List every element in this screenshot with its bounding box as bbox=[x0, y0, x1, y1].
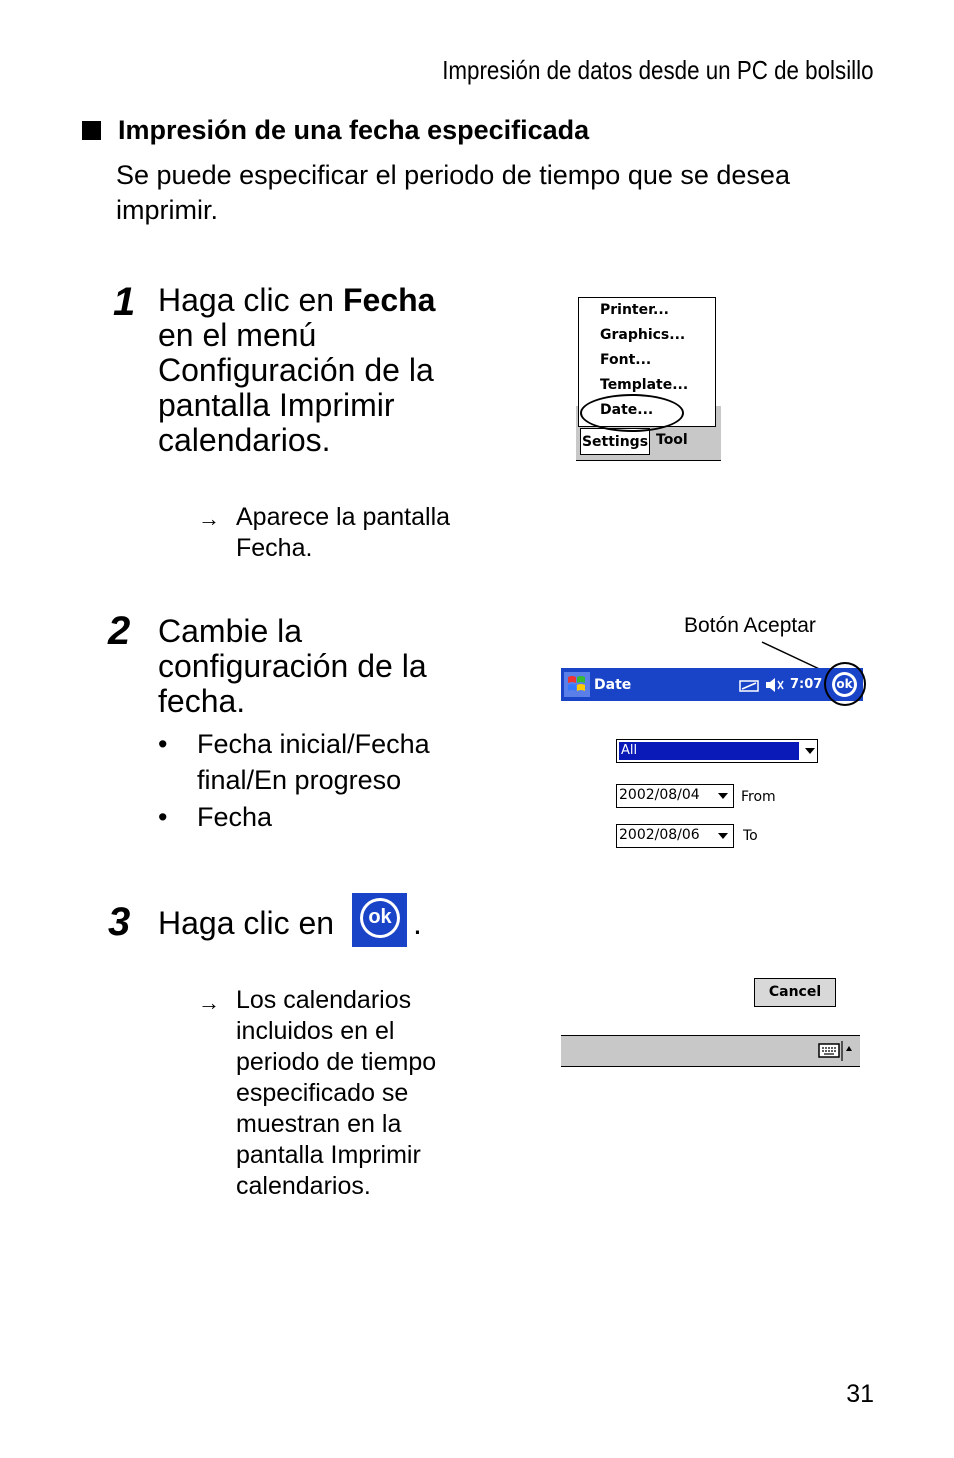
from-date-field[interactable]: 2002/08/04 bbox=[616, 784, 734, 808]
ok-icon: ok bbox=[363, 901, 397, 935]
section-intro: Se puede especificar el periodo de tiempo que se desea imprimir. bbox=[116, 160, 790, 225]
step-1-text-bold: Fecha bbox=[342, 282, 436, 318]
menu-item-font[interactable]: Font... bbox=[600, 352, 652, 368]
to-label: To bbox=[743, 828, 758, 844]
range-select-dropdown[interactable] bbox=[802, 740, 817, 762]
menubar-settings[interactable]: Settings bbox=[580, 428, 650, 455]
bullet-dot-icon: • bbox=[158, 729, 168, 759]
step-1-result: Aparece la pantalla Fecha. bbox=[236, 503, 451, 562]
callout-ok-label: Botón Aceptar bbox=[684, 614, 816, 637]
step-1-number: 1 bbox=[113, 280, 136, 324]
bottom-bar bbox=[561, 1035, 860, 1067]
step-1-text bbox=[158, 283, 478, 458]
date-title: Date bbox=[594, 677, 632, 693]
cancel-button[interactable]: Cancel bbox=[754, 978, 836, 1007]
range-select-value: All bbox=[619, 742, 799, 760]
menubar-tool[interactable]: Tool bbox=[656, 432, 688, 448]
menu-item-printer[interactable]: Printer... bbox=[600, 302, 669, 318]
page-header-title: Impresión de datos desde un PC de bolsillo bbox=[442, 55, 874, 85]
step-2-bullet-item: • Fecha inicial/Fecha final/En progreso bbox=[158, 726, 468, 798]
ok-highlight-ellipse bbox=[824, 662, 866, 706]
from-label: From bbox=[741, 789, 776, 805]
step-3-arrow: → bbox=[198, 990, 220, 1015]
bullet-dot-icon: • bbox=[158, 802, 168, 832]
windows-flag-icon[interactable] bbox=[564, 672, 590, 697]
chevron-down-icon[interactable] bbox=[718, 793, 728, 799]
step-2-number: 2 bbox=[108, 609, 131, 653]
clock-time[interactable]: 7:07 bbox=[790, 677, 823, 692]
menu-item-template[interactable]: Template... bbox=[600, 377, 689, 393]
step-3-result bbox=[236, 985, 606, 1202]
page-number: 31 bbox=[846, 1380, 874, 1408]
step-3-period: . bbox=[413, 905, 422, 941]
step-2-bullets bbox=[158, 726, 468, 835]
step-1-text-after: en el menú Configuración de la pantalla Imprimir calendarios. bbox=[158, 317, 434, 458]
chevron-down-icon bbox=[805, 748, 815, 754]
section-title: Impresión de una fecha especificada bbox=[118, 115, 590, 145]
ok-button[interactable]: ok bbox=[835, 675, 854, 694]
step-3-number: 3 bbox=[108, 900, 131, 944]
keyboard-icon[interactable] bbox=[818, 1041, 860, 1061]
connectivity-icon[interactable] bbox=[738, 677, 762, 693]
menu-item-graphics[interactable]: Graphics... bbox=[600, 327, 686, 343]
step-3-result-text: Los calendarios incluidos en el periodo de tiempo especificado se muestran en la pantalla Imprimir calendarios. bbox=[236, 986, 437, 1200]
step-2-bullet-item: • Fecha bbox=[158, 799, 468, 835]
chevron-down-icon[interactable] bbox=[718, 833, 728, 839]
date-highlight-ellipse bbox=[580, 394, 684, 432]
step-1-arrow: → bbox=[198, 506, 220, 531]
step-2-text: Cambie la configuración de la fecha. bbox=[158, 613, 427, 719]
volume-icon[interactable] bbox=[764, 676, 786, 694]
section-bullet-square bbox=[82, 121, 101, 140]
menu-item-date[interactable]: Date... bbox=[600, 402, 654, 418]
step-1-text-before: Haga clic en bbox=[158, 282, 343, 318]
step-3-text: Haga clic en bbox=[158, 905, 335, 941]
to-date-field[interactable]: 2002/08/06 bbox=[616, 824, 734, 848]
